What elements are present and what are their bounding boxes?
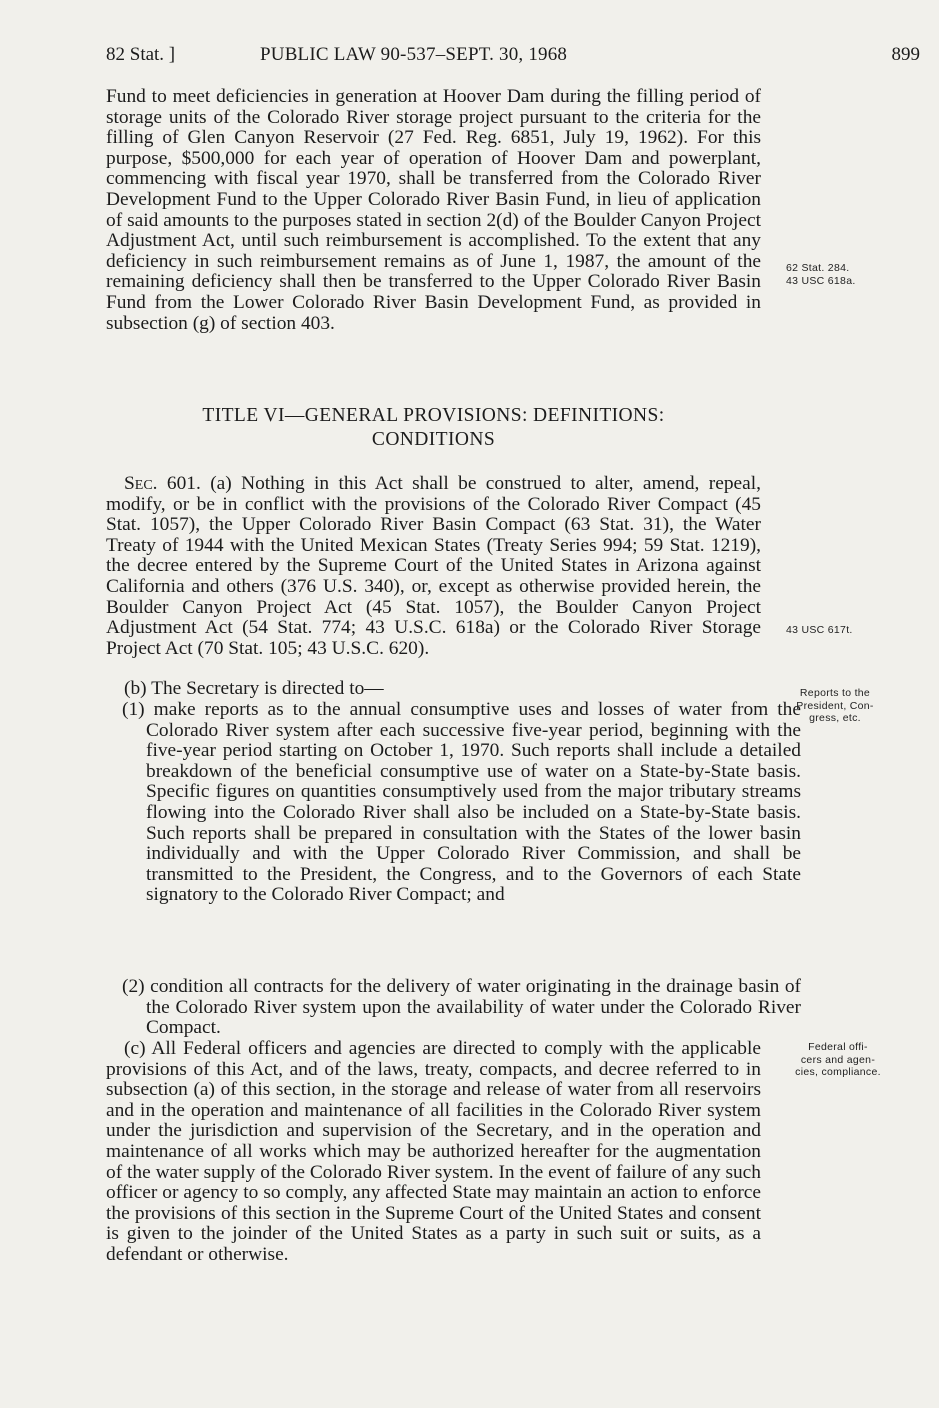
margin-note-line: cers and agen- <box>800 1053 876 1066</box>
margin-note-reports <box>776 687 894 725</box>
margin-note-federal-compliance <box>776 1041 900 1079</box>
title-vi-heading <box>106 404 761 452</box>
subsection-b-item-1: (1) make reports as to the annual consumptive uses and losses of water from the Colorado River system after each successive five-year period, beginning with the five-year period starting on October 1, 1970. Such reports shall include a detailed breakdown of the beneficial consumptive use of water on a State-by-State basis. Specific figures on quantities consumptively used from the major tributary streams flowing into the Colorado River shall also be included on a State-by-State basis. Such reports shall be prepared in consultation with the States of the lower basin individually and with the Upper Colorado River Commission, and shall be transmitted to the President, the Congress, and to the Governors of each State signatory to the Colorado River Compact; and <box>122 699 801 906</box>
section-label: Sec. <box>124 473 158 494</box>
margin-note-line: cies, compliance. <box>795 1066 881 1078</box>
margin-note-stat-citation <box>786 262 926 287</box>
margin-note-line: 43 USC 618a. <box>786 274 856 287</box>
header-law-title: PUBLIC LAW 90-537–SEPT. 30, 1968 <box>260 44 568 65</box>
header-stat-reference: 82 Stat. ] <box>106 44 176 65</box>
margin-note-line: gress, etc. <box>809 712 861 724</box>
margin-note-line: President, Con- <box>796 699 874 712</box>
paragraph-fund-deficiencies: Fund to meet deficiencies in generation at Hoover Dam during the filling period of storage units of the Colorado River storage project pursuant to the criteria for the filling of Glen Canyon Reservoir (27 Fed. Reg. 6851, July 19, 1962). For this purpose, $500,000 for each year of operation of Hoover Dam and powerplant, commencing with fiscal year 1970, shall be transferred from the Colorado River Development Fund to the Upper Colorado River Basin Fund, in lieu of application of said amounts to the purposes stated in section 2(d) of the Boulder Canyon Project Adjustment Act, until such reimbursement is accomplished. To the extent that any deficiency in such reimbursement remains as of June 1, 1987, the amount of the remaining deficiency shall then be transferred to the Upper Colorado River Basin Fund from the Lower Colorado River Basin Development Fund, as provided in subsection (g) of section 403. <box>106 86 761 334</box>
section-601-c: (c) All Federal officers and agencies are directed to comply with the applicable provisions of this Act, and of the laws, treaty, compacts, and decree referred to in subsection (a) of this section, in the storage and release of water from all reservoirs and in the operation and maintenance of all facilities in the Colorado River system under the jurisdiction and supervision of the Secretary, and in the operation and maintenance of all works which may be authorized hereafter for the augmentation of the water supply of the Colorado River system. In the event of failure of any such officer or agency to so comply, any affected State may maintain an action to enforce the provisions of this section in the Supreme Court of the United States and consent is given to the joinder of the United States as a party in such suit or suits, as a defendant or otherwise. <box>106 1038 761 1265</box>
section-601-b: (b) The Secretary is directed to— <box>124 678 384 699</box>
section-601-a <box>106 474 761 659</box>
section-601-a-text: 601. (a) Nothing in this Act shall be construed to alter, amend, repeal, modify, or be in conflict with the provisions of the Colorado River Compact (45 Stat. 1057), the Upper Colorado River Basin Compact (63 Stat. 31), the Water Treaty of 1944 with the United Mexican States (Treaty Series 994; 59 Stat. 1219), the decree entered by the Supreme Court of the United States in Arizona against California and others (376 U.S. 340), or, except as otherwise provided herein, the Boulder Canyon Project Act (45 Stat. 1057), the Boulder Canyon Project Adjustment Act (54 Stat. 774; 43 U.S.C. 618a) or the Colorado River Storage Project Act (70 Stat. 105; 43 U.S.C. 620). <box>106 473 761 659</box>
margin-note-usc-citation: 43 USC 617t. <box>786 624 853 636</box>
margin-note-line: Reports to the <box>799 687 871 699</box>
title-line-1: TITLE VI—GENERAL PROVISIONS: DEFINITIONS: <box>202 405 665 426</box>
margin-note-line: Federal offi- <box>808 1041 868 1053</box>
page-header <box>106 44 920 74</box>
margin-note-line: 62 Stat. 284. <box>786 262 850 274</box>
title-line-2: CONDITIONS <box>371 429 496 450</box>
subsection-b-item-2: (2) condition all contracts for the delivery of water originating in the drainage basin of the Colorado River system upon the availability of water under the Colorado River Compact. <box>122 976 801 1039</box>
page-number: 899 <box>891 44 920 65</box>
